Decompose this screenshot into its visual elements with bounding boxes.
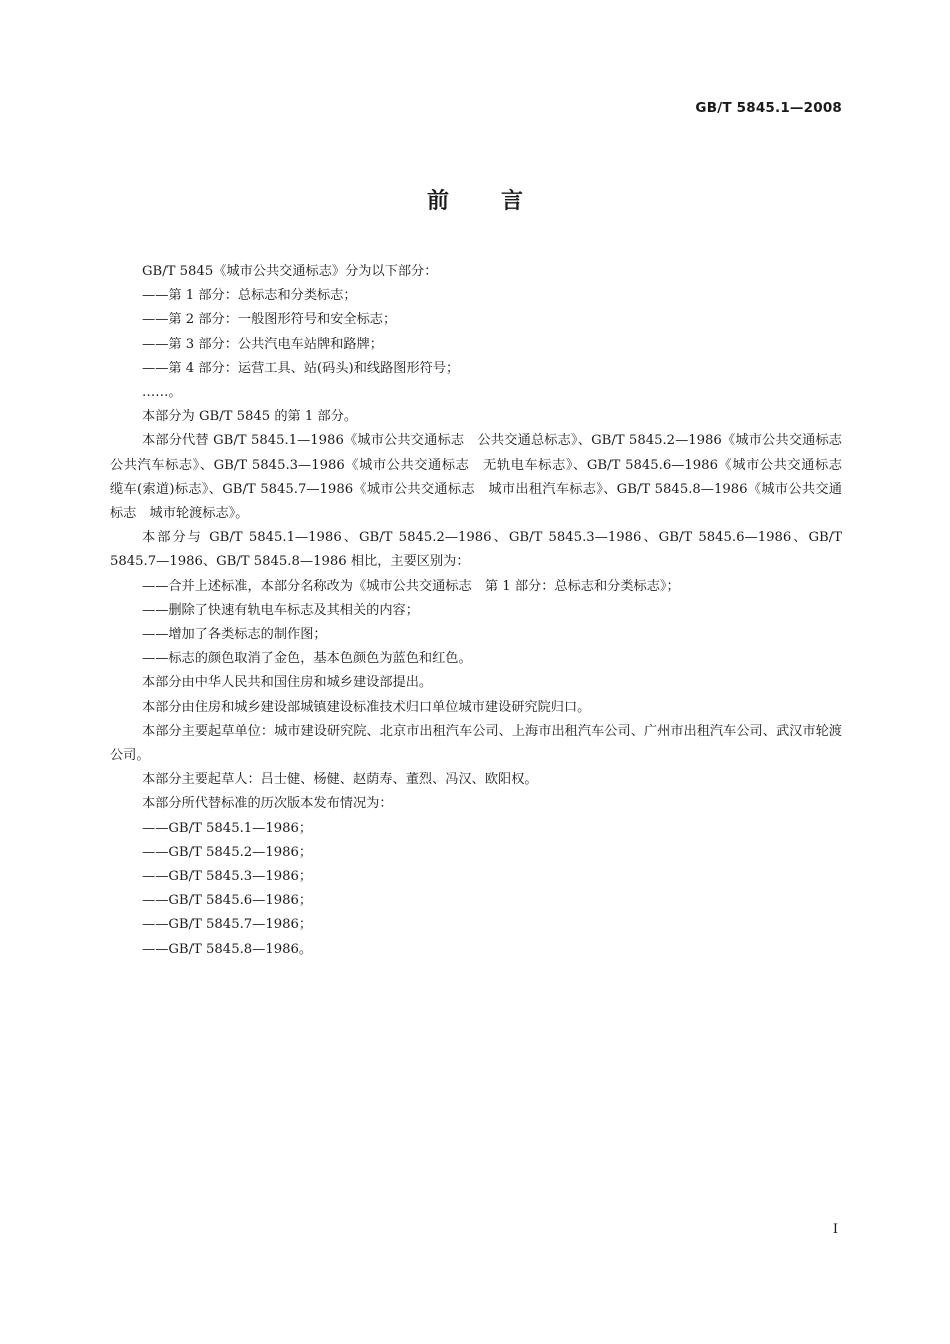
list-item-history-7: ——GB/T 5845.7—1986； [142,917,313,933]
standard-code: GB/T 5845.1—2008 [695,100,842,116]
paragraph-intro: GB/T 5845《城市公共交通标志》分为以下部分： [142,264,438,279]
list-item-difference-1: ——合并上述标准，本部分名称改为《城市公共交通标志 第 1 部分：总标志和分类标志》； [142,578,680,594]
paragraph-centralized-by: 本部分由住房和城乡建设部城镇建设标准技术归口单位城市建设研究院归口。 [142,699,591,715]
list-item-history-2: ——GB/T 5845.2—1986； [142,844,313,860]
list-item-difference-3: ——增加了各类标志的制作图； [142,627,327,643]
paragraph-proposed-by: 本部分由中华人民共和国住房和城乡建设部提出。 [142,675,433,691]
paragraph-part-statement: 本部分为 GB/T 5845 的第 1 部分。 [142,409,358,425]
list-item-history-8: ——GB/T 5845.8—1986。 [142,941,313,957]
list-item-ellipsis: ……。 [142,385,182,401]
list-item-part-2: ——第 2 部分：一般图形符号和安全标志； [142,312,397,328]
page-title: 前言 [426,189,575,214]
foreword-body [110,260,856,962]
list-item-history-1: ——GB/T 5845.1—1986； [142,820,313,836]
paragraph-history: 本部分所代替标准的历次版本发布情况为： [142,796,393,812]
paragraph-replaces: 本部分代替 GB/T 5845.1—1986《城市公共交通标志 公共交通总标志》、GB/T 5845.2—1986《城市公共交通标志 公共汽车标志》、GB/T 5845.3—1986《城市公共交通标志 无轨电车标志》、GB/T 5845.6—1986《城市公共交通标志 缆车(索道)标志》、GB/T 5845.7—1986《城市公共交通标志 城市出租汽车标志》、GB/T 5845.8—1986《城市公共交通标志 城市轮渡标志》。 [110,433,856,522]
paragraph-drafting-units: 本部分主要起草单位：城市建设研究院、北京市出租汽车公司、上海市出租汽车公司、广州市出租汽车公司、武汉市轮渡公司。 [110,723,842,764]
list-item-difference-4: ——标志的颜色取消了金色，基本色颜色为蓝色和红色。 [142,651,472,667]
list-item-part-4: ——第 4 部分：运营工具、站(码头)和线路图形符号； [142,360,460,376]
paragraph-differences: 本部分与 GB/T 5845.1—1986、GB/T 5845.2—1986、GB/T 5845.3—1986、GB/T 5845.6—1986、GB/T 5845.7—1986、GB/T 5845.8—1986 相比，主要区别为： [110,530,842,570]
list-item-difference-2: ——删除了快速有轨电车标志及其相关的内容； [142,602,419,618]
list-item-history-6: ——GB/T 5845.6—1986； [142,893,313,909]
list-item-part-1: ——第 1 部分：总标志和分类标志； [142,288,357,304]
page-number: I [832,1222,838,1237]
list-item-history-3: ——GB/T 5845.3—1986； [142,869,313,885]
list-item-part-3: ——第 3 部分：公共汽电车站牌和路牌； [142,336,383,352]
paragraph-drafters: 本部分主要起草人：吕士健、杨健、赵荫寿、董烈、冯汉、欧阳权。 [142,772,538,788]
